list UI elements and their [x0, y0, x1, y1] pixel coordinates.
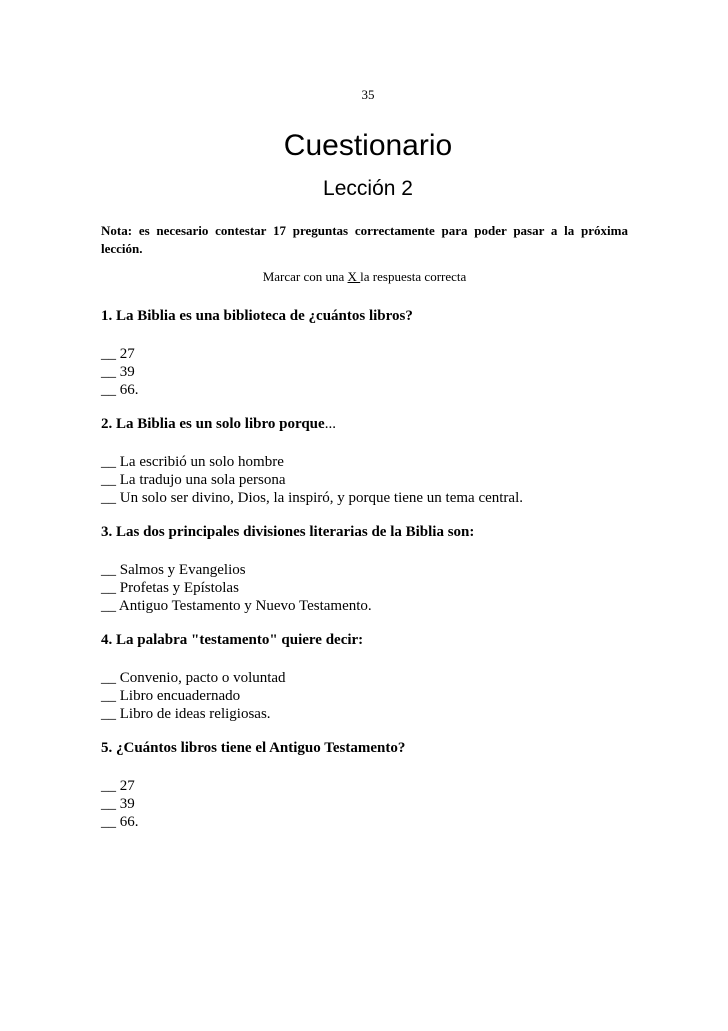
answer-option[interactable]: __ La tradujo una sola persona [101, 472, 286, 488]
question-3 [101, 522, 641, 615]
instruction-mark: X [347, 269, 361, 284]
answer-option[interactable]: __ 66. [101, 814, 139, 830]
question-label: 5. ¿Cuántos libros tiene el Antiguo Testamento? [101, 740, 406, 756]
answer-option[interactable]: __ 66. [101, 382, 139, 398]
questions-list [101, 306, 641, 846]
answer-option[interactable]: __ Convenio, pacto o voluntad [101, 670, 286, 686]
answer-option[interactable]: __ 27 [101, 778, 135, 794]
question-label: 3. Las dos principales divisiones literarias de la Biblia son: [101, 524, 475, 540]
lesson-subtitle-text: Lección 2 [323, 177, 413, 200]
answer-option[interactable]: __ Libro de ideas religiosas. [101, 706, 271, 722]
answer-option[interactable]: __ 39 [101, 796, 135, 812]
answer-option[interactable]: __ 39 [101, 364, 135, 380]
question-label: 1. La Biblia es una biblioteca de ¿cuántos libros? [101, 308, 413, 324]
instruction-before: Marcar con una [262, 269, 348, 284]
instruction-line [101, 268, 628, 286]
question-suffix: ... [324, 416, 336, 432]
question-text [101, 414, 641, 434]
page-number [0, 87, 728, 103]
answer-option[interactable]: __ Libro encuadernado [101, 688, 241, 704]
page-title [0, 128, 728, 164]
question-text [101, 630, 641, 650]
question-text [101, 738, 641, 758]
lesson-subtitle [0, 176, 728, 202]
question-5 [101, 738, 641, 831]
question-text [101, 522, 641, 542]
question-text [101, 306, 641, 326]
note-paragraph: Nota: es necesario contestar 17 preguntas correctamente para poder pasar a la próxima lección. [101, 223, 628, 256]
question-2 [101, 414, 641, 507]
answer-option[interactable]: __ Salmos y Evangelios [101, 562, 246, 578]
answer-option[interactable]: __ Antiguo Testamento y Nuevo Testamento. [101, 598, 372, 614]
instruction-after: la respuesta correcta [360, 269, 467, 284]
page-number-text: 35 [361, 87, 375, 102]
question-label: 4. La palabra "testamento" quiere decir: [101, 632, 364, 648]
question-label: 2. La Biblia es un solo libro porque [101, 416, 325, 432]
answer-option[interactable]: __ La escribió un solo hombre [101, 454, 284, 470]
question-4 [101, 630, 641, 723]
answer-option[interactable]: __ Un solo ser divino, Dios, la inspiró, y porque tiene un tema central. [101, 490, 523, 506]
answer-option[interactable]: __ Profetas y Epístolas [101, 580, 239, 596]
question-1 [101, 306, 641, 399]
answer-option[interactable]: __ 27 [101, 346, 135, 362]
page-title-text: Cuestionario [283, 129, 453, 162]
